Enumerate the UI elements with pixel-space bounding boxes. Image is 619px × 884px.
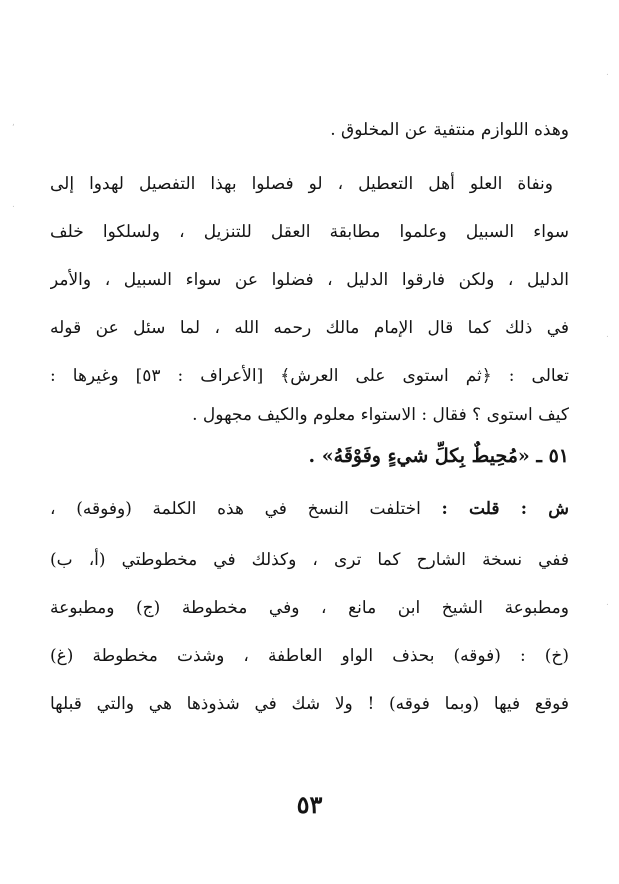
text-line: سواء السبيل وعلموا مطابقة العقل للتنزيل ، ولسلكوا خلف xyxy=(50,222,569,242)
note-text: اختلفت النسخ في هذه الكلمة (وفوقه) ، xyxy=(50,499,421,519)
text-line: كيف استوى ؟ فقال : الاستواء معلوم والكيف مجهول . xyxy=(192,405,569,425)
text-line: الدليل ، ولكن فارقوا الدليل ، فضلوا عن سواء السبيل ، والأمر xyxy=(50,270,569,290)
text-line: في ذلك كما قال الإمام مالك رحمه الله ، لما سئل عن قوله xyxy=(50,318,569,338)
scan-mark: , xyxy=(12,118,15,128)
text-line: وهذه اللوازم منتفية عن المخلوق . xyxy=(330,120,569,140)
body-text xyxy=(50,100,569,728)
page-number: ٥٣ xyxy=(296,790,323,819)
note-label: ش : قلت : xyxy=(441,499,569,519)
text-line: تعالى : ﴿ثم استوى على العرش﴾ [الأعراف : ٥٣] وغيرها : xyxy=(50,366,569,386)
text-line: ونفاة العلو أهل التعطيل ، لو فصلوا بهذا التفصيل لهدوا إلى xyxy=(50,174,553,194)
note-line: (خ) : (فوقه) بحذف الواو العاطفة ، وشذت مخطوطة (غ) xyxy=(50,646,569,666)
scan-mark: . xyxy=(606,598,609,608)
scan-mark: . xyxy=(12,200,15,210)
section-heading: ٥١ ـ «مُحِيطٌ بِكلِّ شيءٍ وفَوْقَهُ» . xyxy=(308,445,569,467)
note-line: ومطبوعة الشيخ ابن مانع ، وفي مخطوطة (ج) ومطبوعة xyxy=(50,598,569,618)
note-line xyxy=(50,482,569,536)
note-line: ففي نسخة الشارح كما ترى ، وكذلك في مخطوطتي (أ، ب) xyxy=(50,550,569,570)
scan-mark: . xyxy=(606,68,609,78)
note-line: فوقع فيها (وبما فوقه) ! ولا شك في شذوذها هي والتي قبلها xyxy=(50,694,569,714)
scan-mark: . xyxy=(606,330,609,340)
